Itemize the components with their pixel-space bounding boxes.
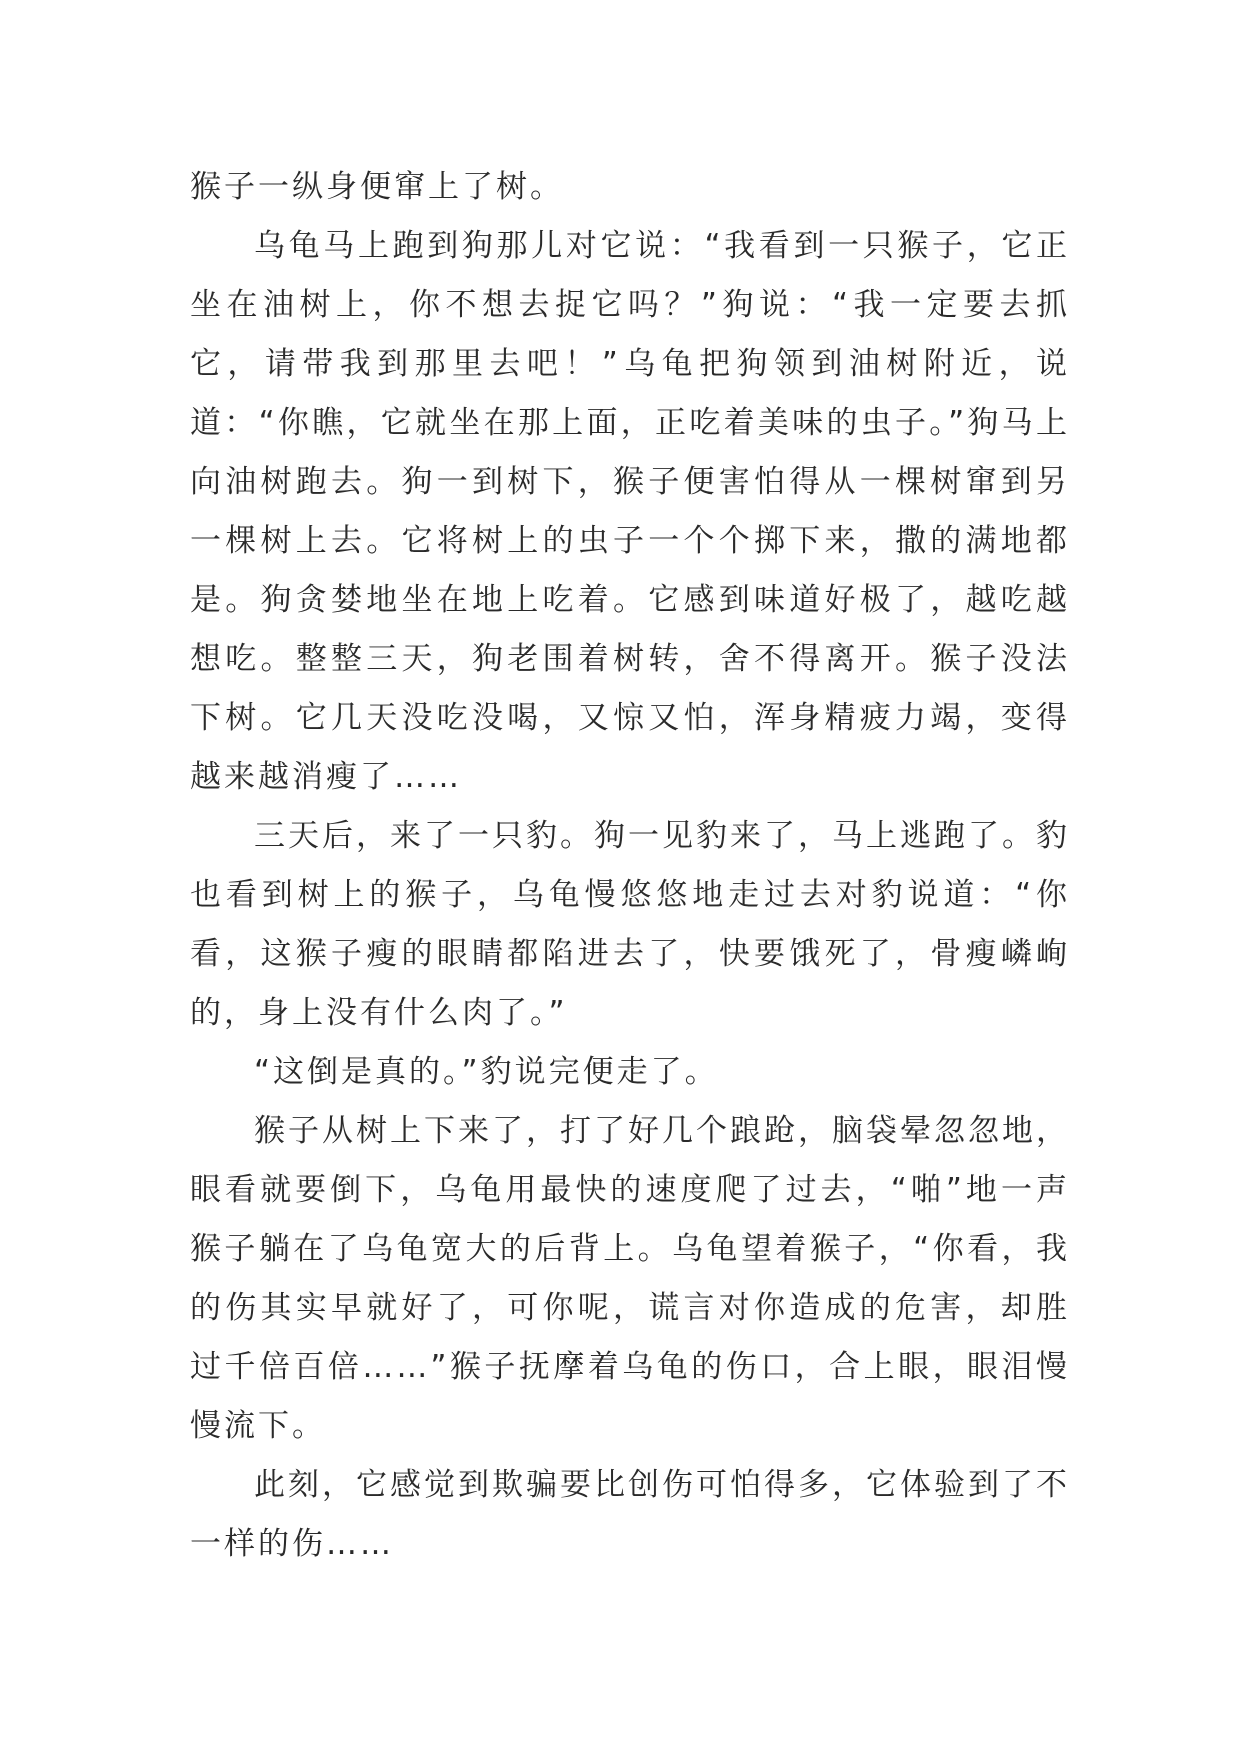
paragraph-1: 猴子一纵身便窜上了树。 [190,169,564,205]
paragraph-6: 此刻，它感觉到欺骗要比创伤可怕得多，它体验到了不一样的伤…… [190,1467,1070,1562]
paragraph-4: “这倒是真的。”豹说完便走了。 [254,1054,719,1090]
paragraph-5: 猴子从树上下来了，打了好几个踉跄，脑袋晕忽忽地，眼看就要倒下，乌龟用最快的速度爬了过去，“啪”地一声猴子躺在了乌龟宽大的后背上。乌龟望着猴子，“你看，我的伤其实早就好了，可你呢，谎言对你造成的危害，却胜过千倍百倍……”猴子抚摩着乌龟的伤口，合上眼，眼泪慢慢流下。 [190,1113,1070,1444]
paragraph-2: 乌龟马上跑到狗那儿对它说：“我看到一只猴子，它正坐在油树上，你不想去捉它吗？”狗说：“我一定要去抓它，请带我到那里去吧！”乌龟把狗领到油树附近，说道：“你瞧，它就坐在那上面，正吃着美味的虫子。”狗马上向油树跑去。狗一到树下，猴子便害怕得从一棵树窜到另一棵树上去。它将树上的虫子一个个掷下来，撒的满地都是。狗贪婪地坐在地上吃着。它感到味道好极了，越吃越想吃。整整三天，狗老围着树转，舍不得离开。猴子没法下树。它几天没吃没喝，又惊又怕，浑身精疲力竭，变得越来越消瘦了…… [190,228,1070,795]
story-text [190,158,1070,1574]
paragraph-3: 三天后，来了一只豹。狗一见豹来了，马上逃跑了。豹也看到树上的猴子，乌龟慢悠悠地走过去对豹说道：“你看，这猴子瘦的眼睛都陷进去了，快要饿死了，骨瘦嶙峋的，身上没有什么肉了。” [190,818,1070,1031]
